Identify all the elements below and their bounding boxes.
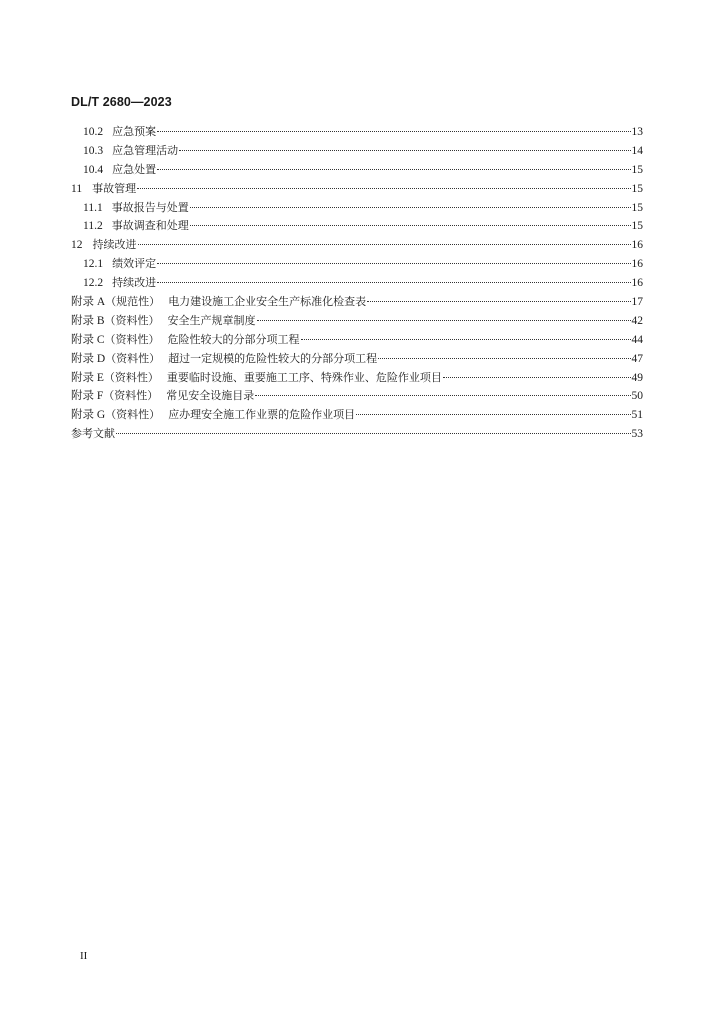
toc-entry-number: 11.2	[83, 220, 103, 233]
toc-entry-title: 事故调查和处理	[111, 219, 189, 233]
toc-entry-page: 14	[631, 144, 643, 157]
toc-entry-type: （资料性）	[104, 332, 160, 346]
toc-entry-page: 51	[631, 409, 643, 422]
toc-entry-number: 11.1	[83, 201, 103, 214]
toc-entry[interactable]	[71, 236, 643, 255]
toc-entry-title: 危险性较大的分部分项工程	[167, 332, 300, 346]
toc-entry[interactable]	[71, 142, 643, 161]
toc-entry[interactable]	[71, 255, 643, 274]
toc-entry-number: 附录 F	[71, 390, 104, 403]
dot-leader	[157, 282, 630, 283]
dot-leader	[157, 131, 630, 132]
toc-entry[interactable]	[71, 161, 643, 180]
toc-entry-page: 53	[631, 428, 643, 441]
toc-entry-number: 10.4	[83, 163, 104, 176]
toc-entry-title: 参考文献	[71, 427, 115, 441]
toc-entry-number: 附录 C	[71, 333, 105, 346]
toc-entry-number: 附录 A	[71, 296, 106, 309]
toc-entry[interactable]	[71, 331, 643, 350]
dot-leader	[157, 169, 630, 170]
toc-entry-number: 附录 G	[71, 409, 106, 422]
toc-entry[interactable]	[71, 425, 643, 444]
toc-entry[interactable]	[71, 180, 643, 199]
toc-entry-number: 11	[71, 182, 83, 195]
toc-entry-page: 49	[631, 371, 643, 384]
toc-entry-page: 50	[631, 390, 643, 403]
toc-entry-number: 12.1	[83, 258, 104, 271]
dot-leader	[356, 414, 630, 415]
toc-entry-page: 15	[631, 163, 643, 176]
toc-entry-number: 12	[71, 239, 83, 252]
dot-leader	[255, 395, 630, 396]
toc-entry-page: 16	[631, 277, 643, 290]
dot-leader	[190, 225, 631, 226]
toc-entry-page: 13	[631, 126, 643, 138]
dot-leader	[443, 377, 631, 378]
dot-leader	[179, 150, 630, 151]
toc-entry-type: （资料性）	[104, 313, 160, 327]
toc-entry-title: 电力建设施工企业安全生产标准化检查表	[168, 295, 367, 309]
toc-entry[interactable]	[71, 387, 643, 406]
toc-entry-title: 应急预案	[112, 125, 157, 138]
dot-leader	[190, 207, 631, 208]
toc-entry-page: 15	[631, 182, 643, 195]
toc-entry-number: 附录 B	[71, 314, 105, 327]
toc-entry-title: 应急管理活动	[112, 143, 179, 157]
dot-leader	[257, 320, 631, 321]
toc-entry[interactable]	[71, 274, 643, 293]
toc-entry-title: 持续改进	[112, 276, 157, 290]
toc-entry-title: 绩效评定	[112, 257, 157, 271]
toc-entry-page: 15	[631, 220, 643, 233]
toc-entry-page: 42	[631, 314, 643, 327]
toc-entry-title: 应办理安全施工作业票的危险作业项目	[168, 408, 356, 422]
toc-entry-number: 10.3	[83, 144, 104, 157]
toc-entry[interactable]	[71, 406, 643, 425]
toc-entry-page: 16	[631, 258, 643, 271]
toc-entry-number: 附录 D	[71, 352, 106, 365]
toc-entry-page: 44	[631, 333, 643, 346]
toc-entry-page: 15	[631, 201, 643, 214]
toc-entry-number: 10.2	[83, 126, 104, 138]
dot-leader	[116, 433, 631, 434]
document-code: DL/T 2680—2023	[71, 95, 172, 109]
toc-entry-type: （资料性）	[103, 370, 159, 384]
page-number: II	[80, 950, 88, 962]
toc-entry[interactable]	[71, 123, 643, 142]
toc-entry-page: 16	[631, 239, 643, 252]
toc-entry-type: （规范性）	[105, 295, 161, 309]
dot-leader	[301, 339, 631, 340]
toc-entry-title: 超过一定规模的危险性较大的分部分项工程	[168, 351, 378, 365]
toc-entry-page: 17	[631, 296, 643, 309]
dot-leader	[138, 244, 631, 245]
toc-entry[interactable]	[71, 293, 643, 312]
toc-entry[interactable]	[71, 217, 643, 236]
toc-entry-type: （资料性）	[105, 408, 161, 422]
toc-entry-title: 应急处置	[112, 162, 157, 176]
toc-entry-title: 事故管理	[92, 181, 137, 195]
table-of-contents	[71, 123, 643, 444]
toc-entry-page: 47	[631, 352, 643, 365]
toc-entry-type: （资料性）	[103, 389, 159, 403]
toc-entry-number: 附录 E	[71, 371, 104, 384]
dot-leader	[137, 188, 630, 189]
toc-entry-title: 重要临时设施、重要施工工序、特殊作业、危险作业项目	[166, 370, 442, 384]
toc-entry[interactable]	[71, 350, 643, 369]
toc-entry-type: （资料性）	[105, 351, 161, 365]
toc-entry[interactable]	[71, 312, 643, 331]
toc-entry-title: 持续改进	[92, 238, 137, 252]
toc-entry[interactable]	[71, 369, 643, 388]
toc-entry-title: 安全生产规章制度	[167, 313, 256, 327]
dot-leader	[367, 301, 630, 302]
dot-leader	[157, 263, 630, 264]
toc-entry-title: 常见安全设施目录	[166, 389, 255, 403]
dot-leader	[378, 358, 630, 359]
toc-entry-title: 事故报告与处置	[111, 200, 189, 214]
toc-entry-number: 12.2	[83, 277, 104, 290]
toc-entry[interactable]	[71, 199, 643, 218]
